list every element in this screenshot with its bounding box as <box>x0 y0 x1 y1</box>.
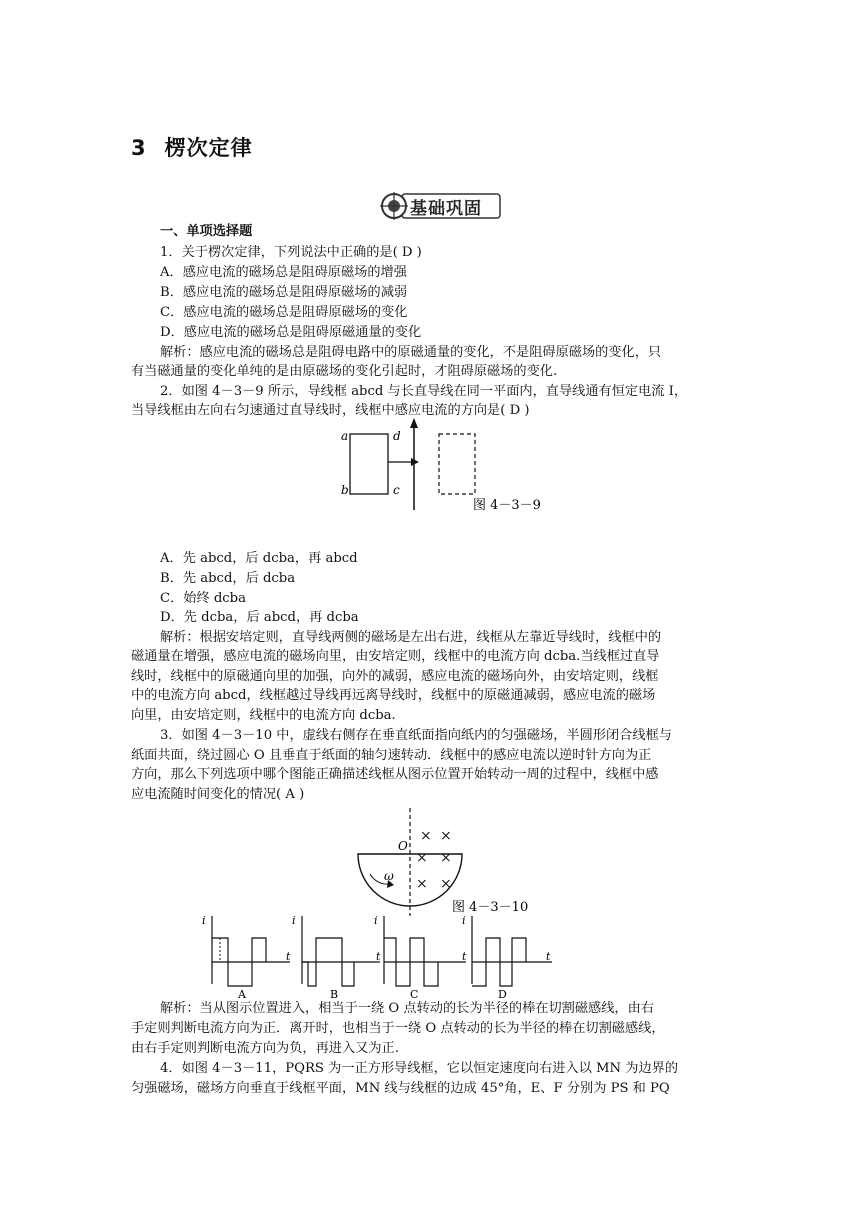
fig-caption-4-3-9: 图 4－3－9 <box>473 498 541 513</box>
graph-c <box>374 914 467 998</box>
title-text: 楞次定律 <box>164 136 253 160</box>
page-title <box>131 132 253 162</box>
q1-option-a: A．感应电流的磁场总是阻碍原磁场的增强 <box>160 265 407 280</box>
graph-label-c: C <box>410 988 419 998</box>
field-x: × <box>420 828 432 844</box>
graph-a <box>202 914 291 998</box>
field-x: × <box>416 876 428 892</box>
graph-label-b: B <box>330 988 339 998</box>
q2-analysis-2: 磁通量在增强，感应电流的磁场向里，由安培定则，线框中的电流方向 dcba.当线框过直导 <box>131 649 660 664</box>
q2-analysis-4: 中的电流方向 abcd，线框越过导线再远离导线时，线框中的原磁通减弱，感应电流的磁场 <box>131 688 656 703</box>
title-number: 3 <box>131 136 147 160</box>
figure-4-3-10 <box>340 808 560 920</box>
q2-stem-1: 2．如图 4－3－9 所示，导线框 abcd 与长直导线在同一平面内，直导线通有恒定电流 I， <box>160 384 688 399</box>
current-arrow <box>410 418 418 428</box>
q2-analysis-5: 向里，由安培定则，线框中的电流方向 dcba. <box>131 708 396 723</box>
q2-stem-2: 当导线框由左向右匀速通过直导线时，线框中感应电流的方向是( D ) <box>131 403 530 418</box>
q1-analysis-2: 有当磁通量的变化单纯的是由原磁场的变化引起时，才阻碍原磁场的变化. <box>131 364 558 379</box>
axis-i: i <box>374 914 378 927</box>
q4-stem-2: 匀强磁场，磁场方向垂直于线框平面，MN 线与线框的边成 45°角，E、F 分别为 PS 和 PQ <box>131 1081 670 1096</box>
q3-stem-1: 3．如图 4－3－10 中，虚线右侧存在垂直纸面指向纸内的匀强磁场，半圆形闭合线框与 <box>160 728 672 743</box>
q2-option-b: B．先 abcd，后 dcba <box>160 571 296 586</box>
graph-b <box>292 914 381 998</box>
axis-i: i <box>202 914 206 927</box>
q3-stem-2: 纸面共面，绕过圆心 O 且垂直于纸面的轴匀速转动．线框中的感应电流以逆时针方向为正 <box>131 748 652 763</box>
q3-stem-3: 方向，那么下列选项中哪个图能正确描述线框从图示位置开始转动一周的过程中，线框中感 <box>131 767 659 782</box>
axis-t: t <box>376 950 381 963</box>
axis-i: i <box>462 914 466 927</box>
label-omega: ω <box>384 869 394 883</box>
fig-caption-4-3-10: 图 4－3－10 <box>452 900 529 915</box>
axis-i: i <box>292 914 296 927</box>
label-O: O <box>398 839 408 853</box>
option-graphs <box>200 910 560 998</box>
q2-analysis-3: 线时，线框中的原磁通向里的加强，向外的减弱，感应电流的磁场向外，由安培定则，线框 <box>131 669 659 684</box>
q3-analysis-3: 由右手定则判断电流方向为负，再进入又为正. <box>131 1041 399 1056</box>
q1-option-c: C．感应电流的磁场总是阻碍原磁场的变化 <box>160 305 408 320</box>
axis-t: t <box>286 950 291 963</box>
q1-option-b: B．感应电流的磁场总是阻碍原磁场的减弱 <box>160 285 408 300</box>
figure-4-3-9 <box>335 418 555 518</box>
label-b: b <box>341 483 349 497</box>
label-d: d <box>393 429 401 443</box>
q2-option-c: C．始终 dcba <box>160 591 246 606</box>
field-x: × <box>416 850 428 866</box>
q4-stem-1: 4．如图 4－3－11，PQRS 为一正方形导线框，它以恒定速度向右进入以 MN 为边界的 <box>160 1061 679 1076</box>
section-banner <box>380 190 502 222</box>
graph-label-d: D <box>498 988 507 998</box>
q3-analysis-2: 手定则判断电流方向为正．离开时，也相当于一绕 O 点转动的长为半径的棒在切割磁感线， <box>131 1021 665 1036</box>
field-x: × <box>440 876 452 892</box>
axis-t: t <box>546 950 551 963</box>
velocity-arrowhead <box>411 458 419 466</box>
field-marks <box>416 828 452 892</box>
q2-option-d: D．先 dcba，后 abcd，再 dcba <box>160 610 359 625</box>
q3-stem-4: 应电流随时间变化的情况( A ) <box>131 787 305 802</box>
loop-abcd <box>350 434 388 494</box>
q2-option-a: A．先 abcd，后 dcba，再 abcd <box>160 551 358 566</box>
q1-stem: 1．关于楞次定律，下列说法中正确的是( D ) <box>160 245 422 260</box>
section-heading: 一、单项选择题 <box>160 224 253 239</box>
axis-t: t <box>462 950 467 963</box>
field-x: × <box>440 828 452 844</box>
q2-analysis-1: 解析：根据安培定则，直导线两侧的磁场是左出右进，线框从左靠近导线时，线框中的 <box>160 630 662 645</box>
label-c: c <box>393 483 400 497</box>
q3-analysis-1: 解析：当从图示位置进入，相当于一绕 O 点转动的长为半径的棒在切割磁感线，由右 <box>160 1001 654 1016</box>
field-x: × <box>440 850 452 866</box>
graph-label-a: A <box>238 988 246 998</box>
loop-dashed <box>439 434 475 494</box>
label-a: a <box>341 429 349 443</box>
graph-d <box>462 914 552 998</box>
q1-analysis-1: 解析：感应电流的磁场总是阻碍电路中的原磁通量的变化，不是阻碍原磁场的变化，只 <box>160 345 662 360</box>
q1-option-d: D．感应电流的磁场总是阻碍原磁通量的变化 <box>160 325 422 340</box>
banner-label: 基础巩固 <box>410 199 482 219</box>
